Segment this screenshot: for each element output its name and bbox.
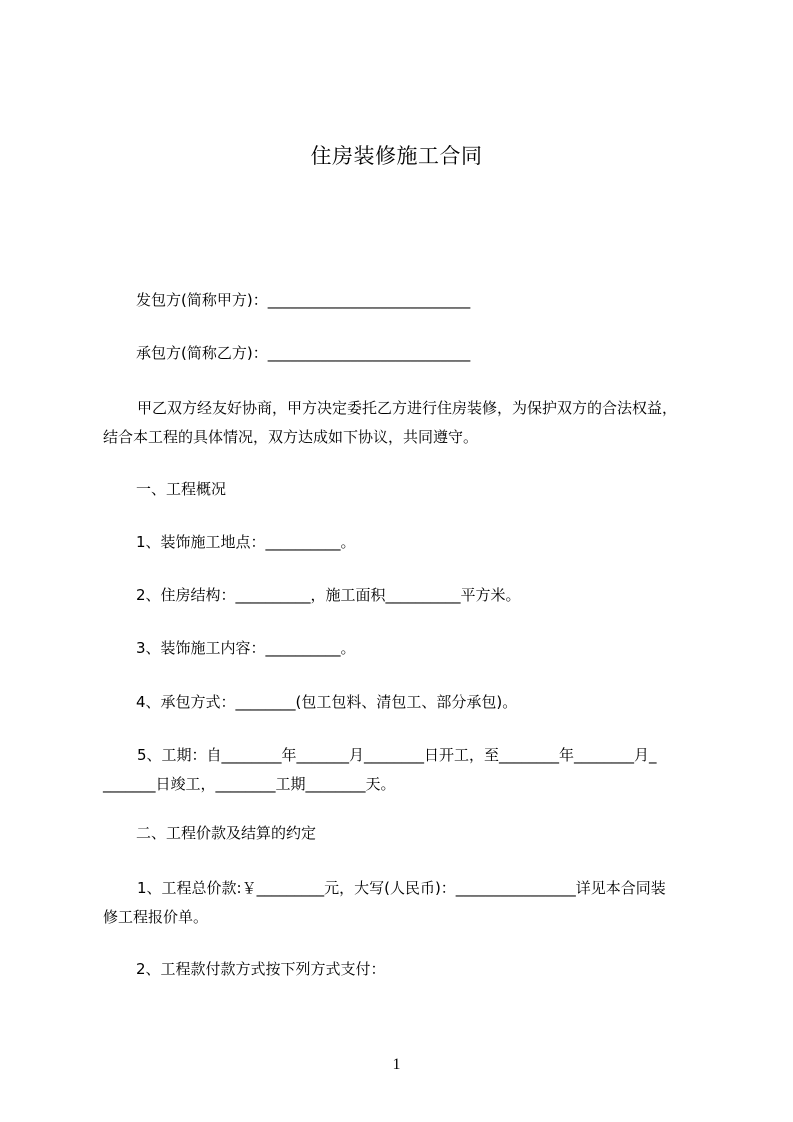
page-title: 住房装修施工合同 [310, 144, 483, 168]
item-5-schedule [103, 741, 713, 799]
price-line-2: 修工程报价单。 [103, 908, 209, 926]
section-1-heading: 一、工程概况 [136, 480, 227, 498]
intro-line-1: 甲乙双方经友好协商，甲方决定委托乙方进行住房装修，为保护双方的合法权益， [137, 399, 678, 417]
item-3-content: 3、装饰施工内容：__________。 [136, 639, 356, 657]
payment-method-clause: 2、工程款付款方式按下列方式支付： [136, 960, 386, 978]
price-line-1: 1、工程总价款:￥_________元，大写(人民币)：________________详见本合同装 [137, 879, 666, 897]
intro-paragraph [103, 394, 713, 452]
item-4-contract-method: 4、承包方式：________(包工包料、清包工、部分承包)。 [136, 693, 518, 711]
item-5-line-2: _______日竣工，________工期________天。 [103, 775, 396, 793]
page-number: 1 [392, 1056, 401, 1073]
section-2-heading: 二、工程价款及结算的约定 [136, 824, 317, 842]
item-2-structure: 2、住房结构：__________，施工面积__________平方米。 [136, 586, 521, 604]
total-price-clause [103, 874, 713, 932]
party-b-field: 承包方(简称乙方)：___________________________ [136, 344, 471, 362]
item-1-location: 1、装饰施工地点：__________。 [136, 533, 356, 551]
party-a-field: 发包方(简称甲方)：___________________________ [136, 291, 471, 309]
item-5-line-1: 5、工期：自________年_______月________日开工，至________年________月_ [137, 746, 657, 764]
intro-line-2: 结合本工程的具体情况，双方达成如下协议，共同遵守。 [103, 428, 479, 446]
